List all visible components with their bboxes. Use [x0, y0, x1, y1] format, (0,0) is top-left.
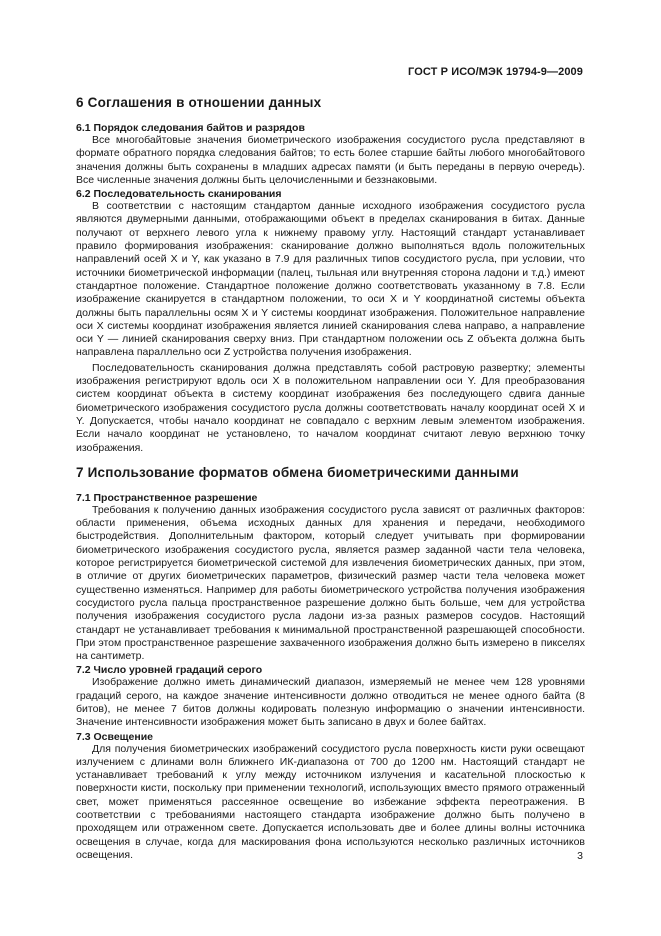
section-7-2-paragraph: Изображение должно иметь динамический диапазон, измеряемый не менее чем 128 уровнями градаций серого, на каждое значение интенсивности должно отводиться не менее одного байта (8 битов), не менее 7 битов должны кодировать полезную информацию о значении интенсивности. Значение интенсивности изображения может быть записано в двух и более байтах. — [76, 676, 585, 729]
section-6-2-paragraph-2: Последовательность сканирования должна представлять собой растровую развертку; элементы изображения регистрируют вдоль оси X в положительном направлении оси Y. Для преобразования систем координат объекта в систему координат изображения без последующего сдвига данные биометрического изображения сосудистого русла должны соответствовать началу координат осей X и Y. Допускается, чтобы начало координат не совпадало с верхним левым элементом изображения. Если начало координат не установлено, то началом координат считают левую верхнюю точку изображения. — [76, 361, 585, 454]
standard-header: ГОСТ Р ИСО/МЭК 19794-9—2009 — [408, 66, 583, 78]
section-7-3-title: 7.3 Освещение — [76, 730, 154, 743]
section-7-3-paragraph: Для получения биометрических изображений сосудистого русла поверхность кисти руки освещают излучением с длинами волн ближнего ИК-диапазона от 700 до 1200 нм. Настоящий стандарт не устанавливает требований к углу между источником излучения и касательной плоскостью к поверхности кисти, поскольку при применении технологий, использующих вместо прямого отраженный свет, может применяться рассеянное освещение во избежание эффекта переотражения. В соответствии с требованиями настоящего стандарта изображение должно быть получено в проходящем или отраженном свете. Допускается использовать две и более длины волны источника освещения в случае, когда для маскирования фона используются несколько различных источников освещения. — [76, 742, 585, 861]
section-6-title: 6 Соглашения в отношении данных — [76, 95, 322, 110]
page-number: 3 — [577, 850, 583, 862]
page-content — [76, 91, 585, 862]
section-6-1-title: 6.1 Порядок следования байтов и разрядов — [76, 122, 305, 134]
section-7-title: 7 Использование форматов обмена биометрическими данными — [76, 464, 519, 480]
section-6-2-title: 6.2 Последовательность сканирования — [76, 188, 282, 201]
section-7-2-title: 7.2 Число уровней градаций серого — [76, 664, 263, 677]
section-7-1-title: 7.1 Пространственное разрешение — [76, 491, 258, 504]
section-6-2-paragraph-1: В соответствии с настоящим стандартом данные исходного изображения сосудистого русла являются двумерными данными, отображающими объект в пределах сканирования в битах. Данные получают от верхнего левого угла к нижнему правому углу. Настоящий стандарт устанавливает правило формирования изображения: сканирование должно выполняться вдоль положительных направлений осей X и Y, как указано в 7.9 для различных типов сосудистого русла, при условии, что источники биометрической информации (палец, тыльная или внутренняя сторона ладони и т.д.) имеют стандартное положение. Стандартное положение должно соответствовать указанному в 7.8. Если изображение сканируется в стандартном положении, то оси X и Y координатной системы объекта должны быть параллельны осям X и Y системы координат изображения. Положительное направление оси X системы координат изображения является линией сканирования слева направо, а направление оси Y — линией сканирования сверху вниз. При стандартном положении ось Z объекта должна быть направлена параллельно оси Z устройства получения изображения. — [76, 200, 585, 359]
section-7-1-paragraph: Требования к получению данных изображения сосудистого русла зависят от различных факторов: области применения, объема исходных данных для хранения и передачи, необходимого быстродействия. Дополнительным фактором, который следует учитывать при формировании биометрического изображения сосудистого русла, является размер заданной части тела человека, которое регистрируется биометрической системой для извлечения биометрических данных, при этом, в отличие от других биометрических параметров, физический размер части тела человека может существенно изменяться. Например для работы биометрического устройства получения изображения сосудистого русла пальца пространственное разрешение должно быть больше, чем для устройства получения изображения сосудистого русла ладони из-за разных размеров сосудов. Настоящий стандарт не устанавливает требования к минимальной пространственной разрешающей способности. При этом пространственное разрешение захваченного изображения должно быть измерено в пикселях на сантиметр. — [76, 503, 585, 663]
section-6-1-paragraph: Все многобайтовые значения биометрического изображения сосудистого русла представляют в формате обратного порядка следования байтов; то есть более старшие байты любого многобайтового значения должны быть сохранены в младших адресах памяти (и быть переданы в первую очередь). Все численные значения должны быть целочисленными и беззнаковыми. — [76, 134, 585, 186]
